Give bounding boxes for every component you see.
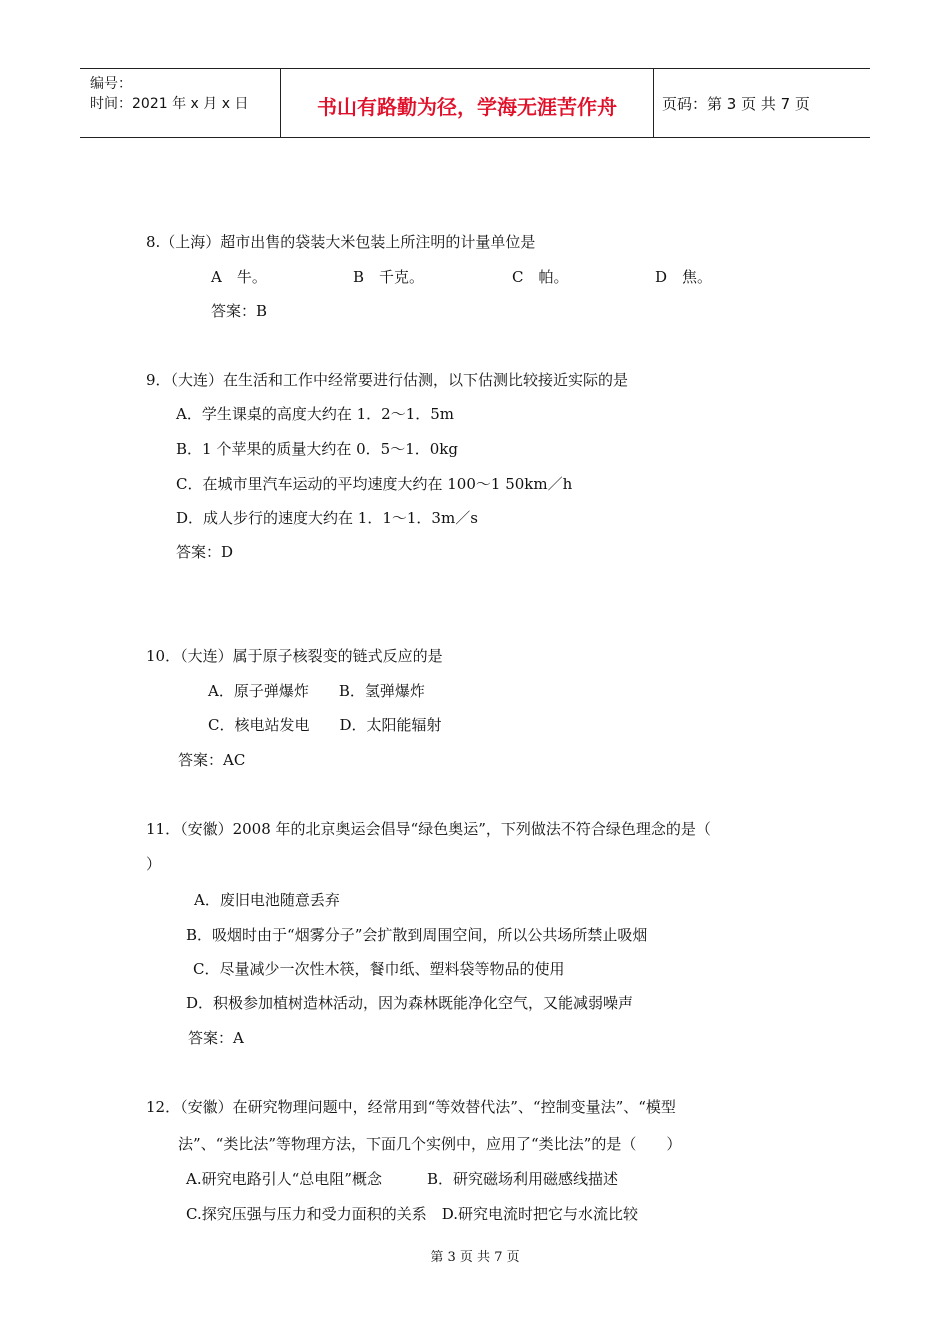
q11-option-a: A．废旧电池随意丢弃: [194, 891, 340, 909]
q11-option-b: B．吸烟时由于“烟雾分子”会扩散到周围空间，所以公共场所禁止吸烟: [186, 926, 648, 944]
q9-answer: 答案：D: [176, 543, 234, 561]
q10-answer: 答案：AC: [178, 751, 246, 769]
q12-stem-line2: 法”、“类比法”等物理方法，下面几个实例中，应用了“类比法”的是（ ）: [178, 1135, 682, 1153]
page-footer: 第 3 页 共 7 页: [430, 1250, 520, 1265]
q10-options-row2: C．核电站发电 D．太阳能辐射: [208, 716, 442, 734]
q10-stem: 10．（大连）属于原子核裂变的链式反应的是: [146, 647, 443, 665]
q11-option-d: D．积极参加植树造林活动，因为森林既能净化空气，又能减弱噪声: [186, 994, 634, 1012]
q11-stem-line2: ）: [146, 855, 162, 873]
number-label: 编号：: [90, 76, 132, 92]
header-motto-cell: [281, 69, 654, 137]
q8-option-d: D 焦。: [655, 268, 713, 286]
header-page-cell: [654, 69, 870, 137]
q9-option-b: B．1 个苹果的质量大约在 0．5～1．0kg: [176, 440, 458, 458]
q11-stem-line1: 11．（安徽）2008 年的北京奥运会倡导“绿色奥运”，下列做法不符合绿色理念的是（: [146, 820, 711, 838]
q8-option-b: B 千克。: [353, 268, 425, 286]
q9-option-d: D．成人步行的速度大约在 1．1～1．3m／s: [176, 509, 478, 527]
q12-stem-line1: 12．（安徽）在研究物理问题中，经常用到“等效替代法”、“控制变量法”、“模型: [146, 1098, 676, 1116]
q9-option-a: A．学生课桌的高度大约在 1．2～1．5m: [176, 405, 454, 423]
q8-option-a: A 牛。: [211, 268, 267, 286]
q11-option-c: C．尽量减少一次性木筷，餐巾纸、塑料袋等物品的使用: [193, 960, 565, 978]
header-meta: [80, 69, 281, 137]
motto: 书山有路勤为径，学海无涯苦作舟: [317, 95, 617, 119]
q12-options-row2: C.探究压强与压力和受力面积的关系 D.研究电流时把它与水流比较: [186, 1205, 638, 1223]
q11-answer: 答案：A: [188, 1029, 244, 1047]
q12-options-row1: A.研究电路引人“总电阻”概念 B．研究磁场利用磁感线描述: [186, 1170, 618, 1188]
q9-stem: 9．（大连）在生活和工作中经常要进行估测，以下估测比较接近实际的是: [146, 371, 629, 389]
time-label: 时间：2021 年 x 月 x 日: [90, 96, 249, 112]
q8-answer: 答案：B: [211, 302, 268, 320]
page-header: [80, 68, 870, 138]
page-code: 页码：第 3 页 共 7 页: [662, 95, 810, 113]
q10-options-row1: A．原子弹爆炸 B．氢弹爆炸: [208, 682, 425, 700]
q8-option-c: C 帕。: [512, 268, 569, 286]
q9-option-c: C．在城市里汽车运动的平均速度大约在 100～1 50km／h: [176, 475, 573, 493]
q8-stem: 8.（上海）超市出售的袋装大米包装上所注明的计量单位是: [146, 233, 536, 251]
